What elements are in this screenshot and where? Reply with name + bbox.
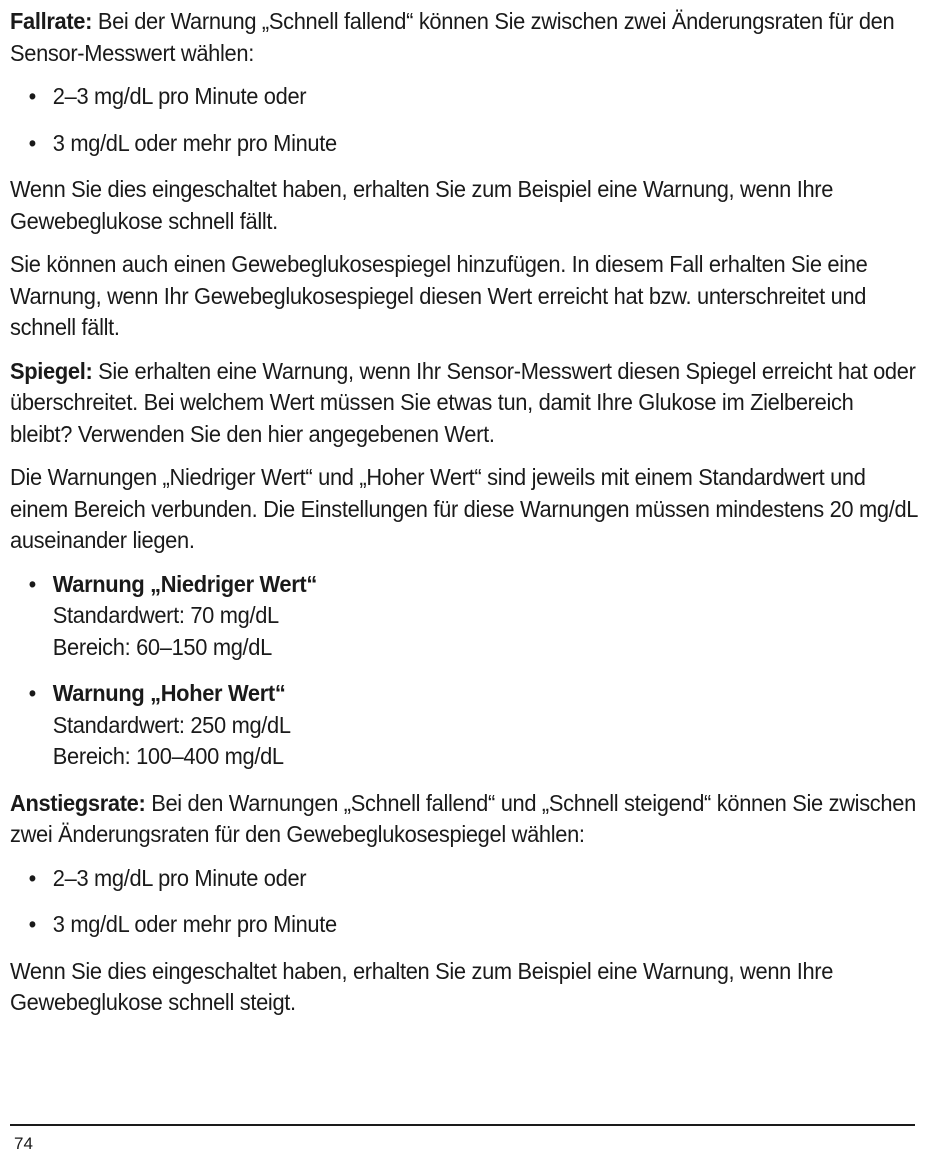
low-warning-default: Standardwert: 70 mg/dL [52, 602, 279, 628]
list-item: • 3 mg/dL oder mehr pro Minute [10, 128, 920, 160]
fallrate-paragraph [10, 6, 920, 69]
list-item: • 3 mg/dL oder mehr pro Minute [10, 909, 920, 941]
low-warning-range: Bereich: 60–150 mg/dL [52, 633, 272, 660]
warnings-info-paragraph: Die Warnungen „Niedriger Wert“ und „Hoher Wert“ sind jeweils mit einem Standardwert und einem Bereich verbunden. Die Einstellungen für diese Warnungen müssen mindestens 20 mg/dL auseinander liegen. [10, 464, 918, 553]
list-item: • 2–3 mg/dL pro Minute oder [10, 81, 920, 113]
spiegel-label: Spiegel: [10, 357, 93, 384]
fallrate-options-list [10, 81, 920, 159]
fallrate-label: Fallrate: [10, 8, 93, 34]
document-body [10, 6, 920, 1031]
anstiegsrate-paragraph [10, 788, 920, 851]
footer-divider [10, 1124, 915, 1126]
anstiegsrate-info-paragraph: Wenn Sie dies eingeschaltet haben, erhalten Sie zum Beispiel eine Warnung, wenn Ihre Gewebeglukose schnell steigt. [10, 957, 834, 1015]
list-item-low-warning [10, 569, 920, 664]
warnings-list [10, 569, 920, 773]
high-warning-default: Standardwert: 250 mg/dL [52, 711, 291, 738]
spiegel-paragraph [10, 356, 920, 451]
page-number: 74 [14, 1134, 33, 1153]
list-item-high-warning [10, 678, 920, 773]
fallrate-text: Bei der Warnung „Schnell fallend“ können Sie zwischen zwei Änderungsraten für den Sensor-Messwert wählen: [10, 8, 895, 66]
list-item: • 2–3 mg/dL pro Minute oder [10, 863, 920, 895]
fallrate-level-paragraph: Sie können auch einen Gewebeglukosespiegel hinzufügen. In diesem Fall erhalten Sie eine Warnung, wenn Ihr Gewebeglukosespiegel diesen Wert erreicht hat bzw. unterschreitet und schnell fällt. [10, 251, 868, 340]
anstiegsrate-text: Bei den Warnungen „Schnell fallend“ und „Schnell steigend“ können Sie zwischen zwei Änderungsraten für den Gewebeglukosespiegel wählen: [10, 789, 916, 847]
anstiegsrate-label: Anstiegsrate: [10, 789, 146, 816]
high-warning-range: Bereich: 100–400 mg/dL [52, 743, 284, 769]
high-warning-title: • Warnung „Hoher Wert“ [52, 680, 286, 706]
fallrate-info-paragraph: Wenn Sie dies eingeschaltet haben, erhalten Sie zum Beispiel eine Warnung, wenn Ihre Gewebeglukose schnell fällt. [10, 176, 834, 234]
spiegel-text: Sie erhalten eine Warnung, wenn Ihr Sensor-Messwert diesen Spiegel erreicht hat oder überschreitet. Bei welchem Wert müssen Sie etwas tun, damit Ihre Glukose im Zielbereich bleibt? Verwenden Sie den hier angegebenen Wert. [10, 357, 916, 447]
low-warning-title: • Warnung „Niedriger Wert“ [52, 570, 317, 597]
anstiegsrate-options-list [10, 863, 920, 941]
